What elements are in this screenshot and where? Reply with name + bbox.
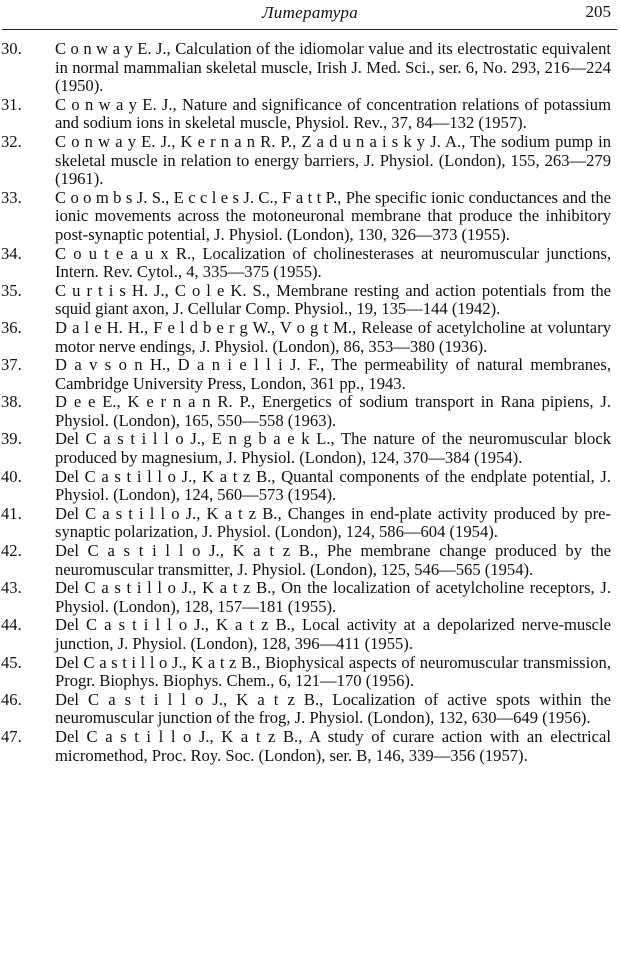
reference-text: Del C a s t i l l o J., K a t z B., Localization of active spots within the neuromuscular junction of the frog, J. Physiol. (London), 132, 630—649 (1956).: [55, 689, 611, 728]
reference-text: Del C a s t i l l o J., K a t z B., Phe membrane change produced by the neuromuscular transmitter, J. Physiol. (London), 125, 546—565 (1954).: [55, 541, 611, 579]
reference-item: [0, 40, 611, 96]
reference-text: C o n w a y E. J., Calculation of the idiomolar value and its electrostatic equivalent in normal mammalian skeletal muscle, Irish J. Med. Sci., ser. 6, No. 293, 216—224 (1950).: [55, 39, 611, 96]
reference-item: [0, 728, 611, 765]
reference-item: [0, 282, 611, 319]
reference-text: C o n w a y E. J., Nature and significance of concentration relations of potassium and sodium ions in skeletal muscle, Physiol. Rev., 37, 84—132 (1957).: [55, 94, 611, 133]
reference-text: Del C a s t i l l o J., K a t z B., Biophysical aspects of neuromuscular transmission, Progr. Biophys. Biophys. Chem., 6, 121—170 (1956).: [55, 652, 611, 691]
reference-item: [0, 393, 611, 430]
reference-number: 47.: [1, 726, 22, 746]
reference-number: 39.: [1, 429, 22, 449]
reference-text: C o o m b s J. S., E c c l e s J. C., F a t t P., Phe specific ionic conductances and the ionic movements across the motoneuronal membrane that produce the inhibitory post-synaptic potential, J. Physiol. (London), 130, 326—373 (1955).: [55, 187, 611, 244]
reference-number: 46.: [1, 689, 22, 709]
running-title: Литература: [261, 3, 358, 22]
reference-text: Del C a s t i l l o J., K a t z B., On the localization of acetylcholine receptors, J. Physiol. (London), 128, 157—181 (1955).: [55, 578, 611, 616]
reference-item: [0, 691, 611, 728]
reference-number: 38.: [1, 392, 22, 412]
reference-text: D a v s o n H., D a n i e l l i J. F., The permeability of natural membranes, Cambridge University Press, London, 361 pp., 1943.: [55, 355, 611, 393]
reference-list: [0, 40, 611, 765]
reference-item: [0, 505, 611, 542]
reference-number: 33.: [1, 187, 22, 207]
reference-item: [0, 189, 611, 245]
reference-text: C o u t e a u x R., Localization of cholinesterases at neuromuscular junctions, Intern. Rev. Cytol., 4, 335—375 (1955).: [55, 243, 611, 282]
reference-text: Del C a s t i l l o J., K a t z B., Changes in end-plate activity produced by pre-synaptic polarization, J. Physiol. (London), 124, 586—604 (1954).: [55, 503, 611, 542]
reference-number: 36.: [1, 317, 22, 337]
reference-item: [0, 468, 611, 505]
reference-text: Del C a s t i l l o J., K a t z B., Quantal components of the endplate potential, J. Physiol. (London), 124, 560—573 (1954).: [55, 466, 611, 505]
reference-item: [0, 356, 611, 393]
reference-number: 34.: [1, 243, 22, 263]
reference-item: [0, 542, 611, 579]
reference-item: [0, 245, 611, 282]
reference-number: 45.: [1, 652, 22, 672]
reference-item: [0, 319, 611, 356]
reference-item: [0, 654, 611, 691]
reference-text: C o n w a y E. J., K e r n a n R. P., Z a d u n a i s k y J. A., The sodium pump in skeletal muscle in relation to energy barriers, J. Physiol. (London), 155, 263—279 (1961).: [55, 131, 611, 189]
reference-number: 35.: [1, 280, 22, 300]
page-number: 205: [585, 2, 611, 21]
reference-number: 30.: [1, 39, 22, 58]
reference-number: 32.: [1, 131, 22, 151]
reference-number: 42.: [1, 541, 22, 561]
reference-item: [0, 96, 611, 133]
reference-text: D e e E., K e r n a n R. P., Energetics of sodium transport in Rana pipiens, J. Physiol. (London), 165, 550—558 (1963).: [55, 392, 611, 430]
reference-item: [0, 616, 611, 653]
reference-number: 31.: [1, 94, 22, 114]
reference-item: [0, 133, 611, 189]
reference-text: Del C a s t i l l o J., E n g b a e k L., The nature of the neuromuscular block produced by magnesium, J. Physiol. (London), 124, 370—384 (1954).: [55, 429, 611, 468]
reference-text: C u r t i s H. J., C o l e K. S., Membrane resting and action potentials from the squid giant axon, J. Cellular Comp. Physiol., 19, 135—144 (1942).: [55, 280, 611, 319]
reference-text: Del C a s t i l l o J., K a t z B., A study of curare action with an electrical micromethod, Proc. Roy. Soc. (London), ser. B, 146, 339—356 (1957).: [55, 726, 611, 765]
reference-item: [0, 579, 611, 616]
reference-number: 40.: [1, 466, 22, 486]
reference-number: 44.: [1, 615, 22, 635]
reference-text: Del C a s t i l l o J., K a t z B., Local activity at a depolarized nerve-muscle junction, J. Physiol. (London), 128, 396—411 (1955).: [55, 615, 611, 653]
page-header: [0, 0, 620, 34]
reference-number: 43.: [1, 578, 22, 598]
reference-number: 41.: [1, 503, 22, 523]
reference-number: 37.: [1, 355, 22, 375]
reference-item: [0, 430, 611, 467]
reference-text: D a l e H. H., F e l d b e r g W., V o g t M., Release of acetylcholine at voluntary motor nerve endings, J. Physiol. (London), 86, 353—380 (1936).: [55, 317, 611, 356]
header-rule: [2, 29, 617, 30]
